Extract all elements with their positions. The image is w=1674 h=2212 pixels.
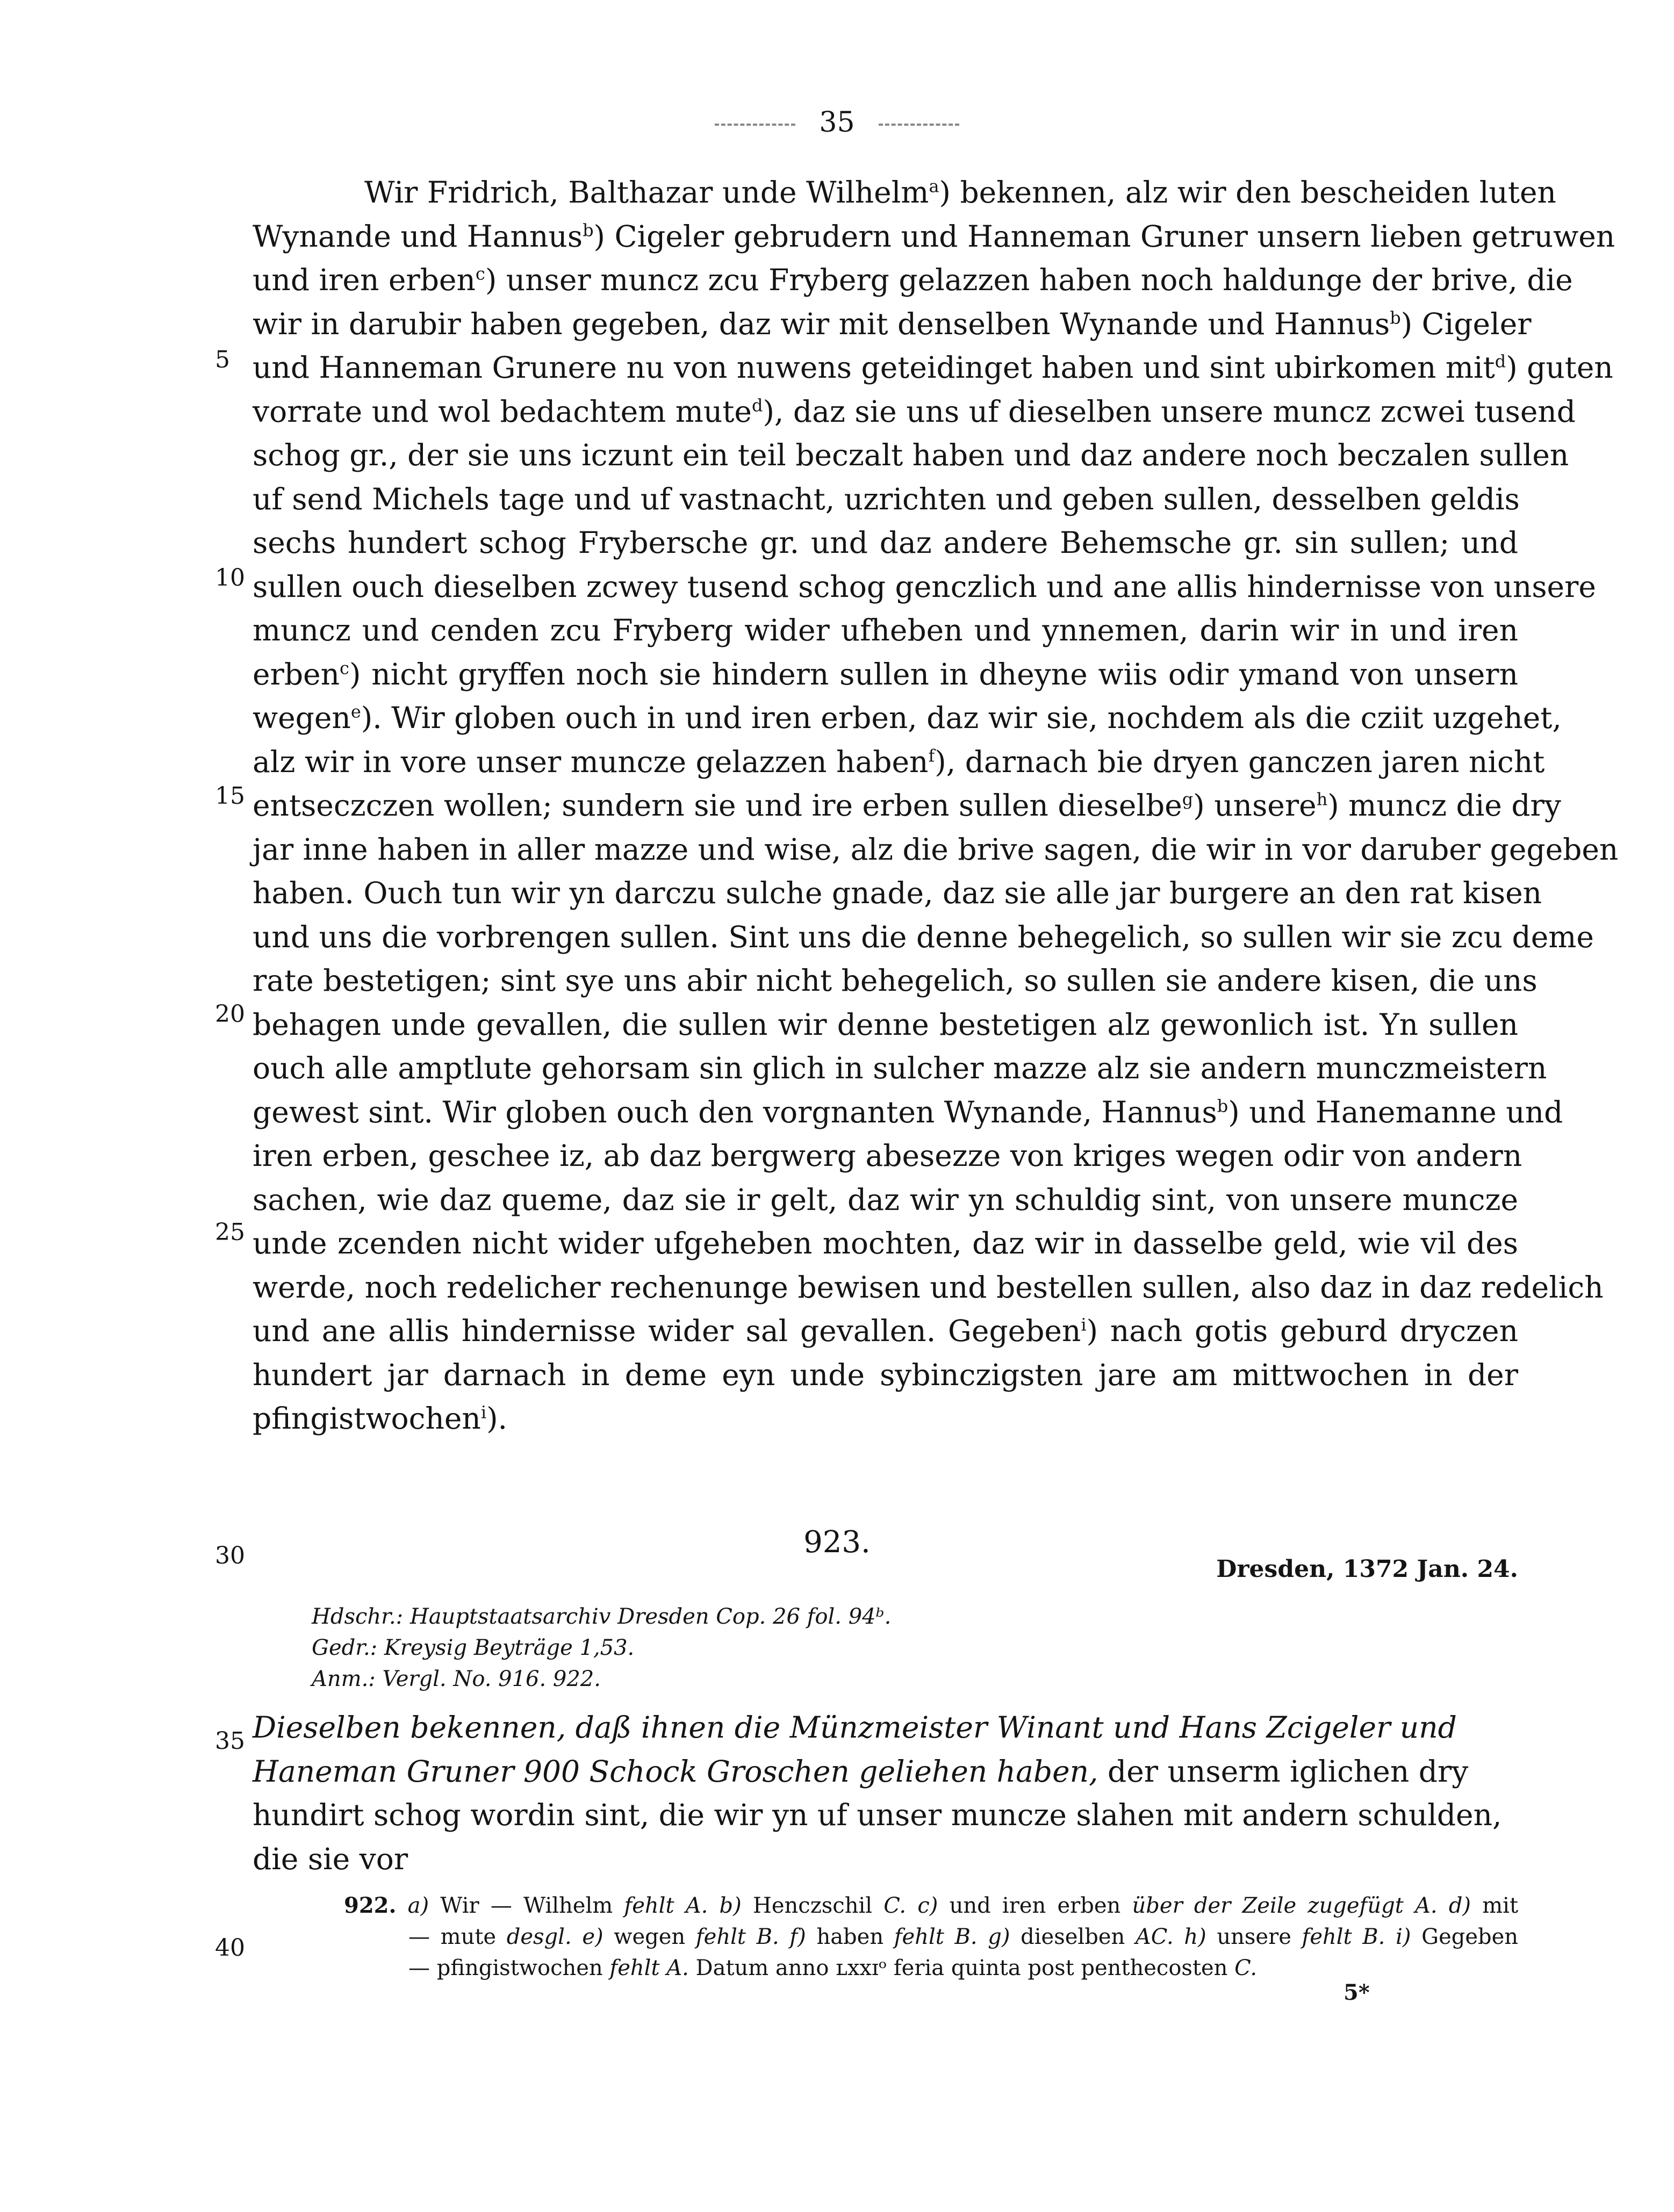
- text-line: und ane allis hindernisse wider sal gevallen. Gegeben$^i$) nach gotis geburd dryczen: [253, 1314, 1518, 1348]
- regest: [253, 1706, 1518, 1881]
- text-line: iren erben, geschee iz, ab daz bergwerg abesezze von kriges wegen odir von andern: [253, 1139, 1522, 1173]
- critical-apparatus: [344, 1890, 1518, 1984]
- footnote-line: 922. a) Wir — Wilhelm fehlt A. b) Henczschil C. c) und iren erben über der Zeile zugefügt A. d) mit: [344, 1893, 1519, 1918]
- text-line: gewest sint. Wir globen ouch den vorgnanten Wynande, Hannus$^b$) und Hanemanne und: [253, 1094, 1563, 1129]
- text-line: Wynande und Hannus$^b$) Cigeler gebrudern und Hanneman Gruner unsern lieben getruwen: [253, 219, 1615, 254]
- regest-summary: Dieselben bekennen, daß ihnen die Münzmeister Winant und Hans Zcigeler und Haneman Gruner 900 Schock Groschen geliehen haben,: [253, 1710, 1457, 1789]
- header-rule-right: [879, 124, 959, 126]
- margin-line-number: 10: [215, 564, 245, 592]
- text-line: Wir Fridrich, Balthazar unde Wilhelm$^a$) bekennen, alz wir den bescheiden luten: [364, 175, 1556, 210]
- place-and-date: Dresden, 1372 Jan. 24.: [1216, 1555, 1518, 1583]
- text-line: und Hanneman Grunere nu von nuwens geteidinget haben und sint ubirkomen mit$^d$) guten: [253, 350, 1613, 385]
- margin-line-number: 5: [215, 346, 230, 373]
- text-line: behagen unde gevallen, die sullen wir denne bestetigen alz gewonlich ist. Yn sullen: [253, 1007, 1518, 1042]
- margin-line-number: 15: [215, 782, 245, 810]
- source-line: Anm.: Vergl. No. 916. 922.: [312, 1667, 601, 1691]
- text-line: wegen$^e$). Wir globen ouch in und iren erben, daz wir sie, nochdem als die cziit uzgehet,: [253, 701, 1562, 735]
- text-line: unde zcenden nicht wider ufgeheben mochten, daz wir in dasselbe geld, wie vil des: [253, 1226, 1518, 1260]
- text-line: schog gr., der sie uns iczunt ein teil beczalt haben und daz andere noch beczalen sullen: [253, 438, 1569, 472]
- text-line: muncz und cenden zcu Fryberg wider ufheben und ynnemen, darin wir in und iren: [253, 613, 1518, 647]
- regest-quote: der unserm iglichen dry hundirt schog wordin sint, die wir yn uf unser muncze slahen mit andern schulden, die sie vor: [253, 1754, 1502, 1876]
- margin-line-number: 40: [215, 1934, 245, 1962]
- text-line: haben. Ouch tun wir yn darczu sulche gnade, daz sie alle jar burgere an den rat kisen: [253, 876, 1542, 910]
- text-line: ouch alle amptlute gehorsam sin glich in sulcher mazze alz sie andern munczmeistern: [253, 1051, 1547, 1085]
- text-line: uf send Michels tage und uf vastnacht, uzrichten und geben sullen, desselben geldis: [253, 481, 1520, 516]
- text-line: sachen, wie daz queme, daz sie ir gelt, daz wir yn schuldig sint, von unsere muncze: [253, 1182, 1518, 1217]
- text-line: pfingistwochen$^i$).: [253, 1401, 508, 1436]
- text-line: sechs hundert schog Frybersche gr. und daz andere Behemsche gr. sin sullen; und: [253, 525, 1518, 560]
- text-line: erben$^c$) nicht gryffen noch sie hindern sullen in dheyne wiis odir ymand von unsern: [253, 657, 1518, 691]
- text-line: werde, noch redelicher rechenunge bewisen und bestellen sullen, also daz in daz redelich: [253, 1270, 1604, 1305]
- text-line: jar inne haben in aller mazze und wise, alz die brive sagen, die wir in vor daruber gegeben: [253, 832, 1619, 867]
- source-line: Gedr.: Kreysig Beyträge 1,53.: [312, 1635, 635, 1660]
- text-line: entseczczen wollen; sundern sie und ire erben sullen dieselbe$^g$) unsere$^h$) muncz die dry: [253, 788, 1561, 823]
- source-line: Hdschr.: Hauptstaatsarchiv Dresden Cop. 26 fol. 94ᵇ.: [312, 1604, 892, 1629]
- source-references: [312, 1601, 891, 1695]
- margin-line-number: 20: [215, 1000, 245, 1028]
- text-line: alz wir in vore unser muncze gelazzen haben$^f$), darnach bie dryen ganczen jaren nicht: [253, 744, 1545, 779]
- text-line: rate bestetigen; sint sye uns abir nicht behegelich, so sullen sie andere kisen, die uns: [253, 963, 1538, 998]
- text-line: wir in darubir haben gegeben, daz wir mit denselben Wynande und Hannus$^b$) Cigeler: [253, 306, 1532, 341]
- text-line: sullen ouch dieselben zcwey tusend schog genczlich und ane allis hindernisse von unsere: [253, 569, 1596, 604]
- charter-text: [253, 171, 1619, 1441]
- margin-line-number: 25: [215, 1219, 245, 1246]
- margin-line-number: 35: [215, 1727, 245, 1755]
- footnote-line: — pfingistwochen fehlt A. Datum anno ʟxxɪᵒ feria quinta post penthecosten C.: [408, 1956, 1258, 1980]
- margin-line-number: 30: [215, 1542, 245, 1569]
- text-line: vorrate und wol bedachtem mute$^d$), daz sie uns uf dieselben unsere muncz zcwei tusend: [253, 394, 1576, 429]
- text-line: und iren erben$^c$) unser muncz zcu Fryberg gelazzen haben noch haldunge der brive, die: [253, 263, 1573, 297]
- footnote-line: — mute desgl. e) wegen fehlt B. f) haben fehlt B. g) dieselben AC. h) unsere fehlt B. i) Gegeben: [408, 1925, 1519, 1949]
- page-number: 35: [0, 101, 1674, 144]
- document-number: 923.: [803, 1525, 871, 1560]
- text-line: hundert jar darnach in deme eyn unde sybinczigsten jare am mittwochen in der: [253, 1357, 1518, 1392]
- header-rule-left: [715, 124, 795, 126]
- sheet-signature: 5*: [1343, 1980, 1370, 2005]
- text-line: und uns die vorbrengen sullen. Sint uns die denne behegelich, so sullen wir sie zcu deme: [253, 919, 1594, 954]
